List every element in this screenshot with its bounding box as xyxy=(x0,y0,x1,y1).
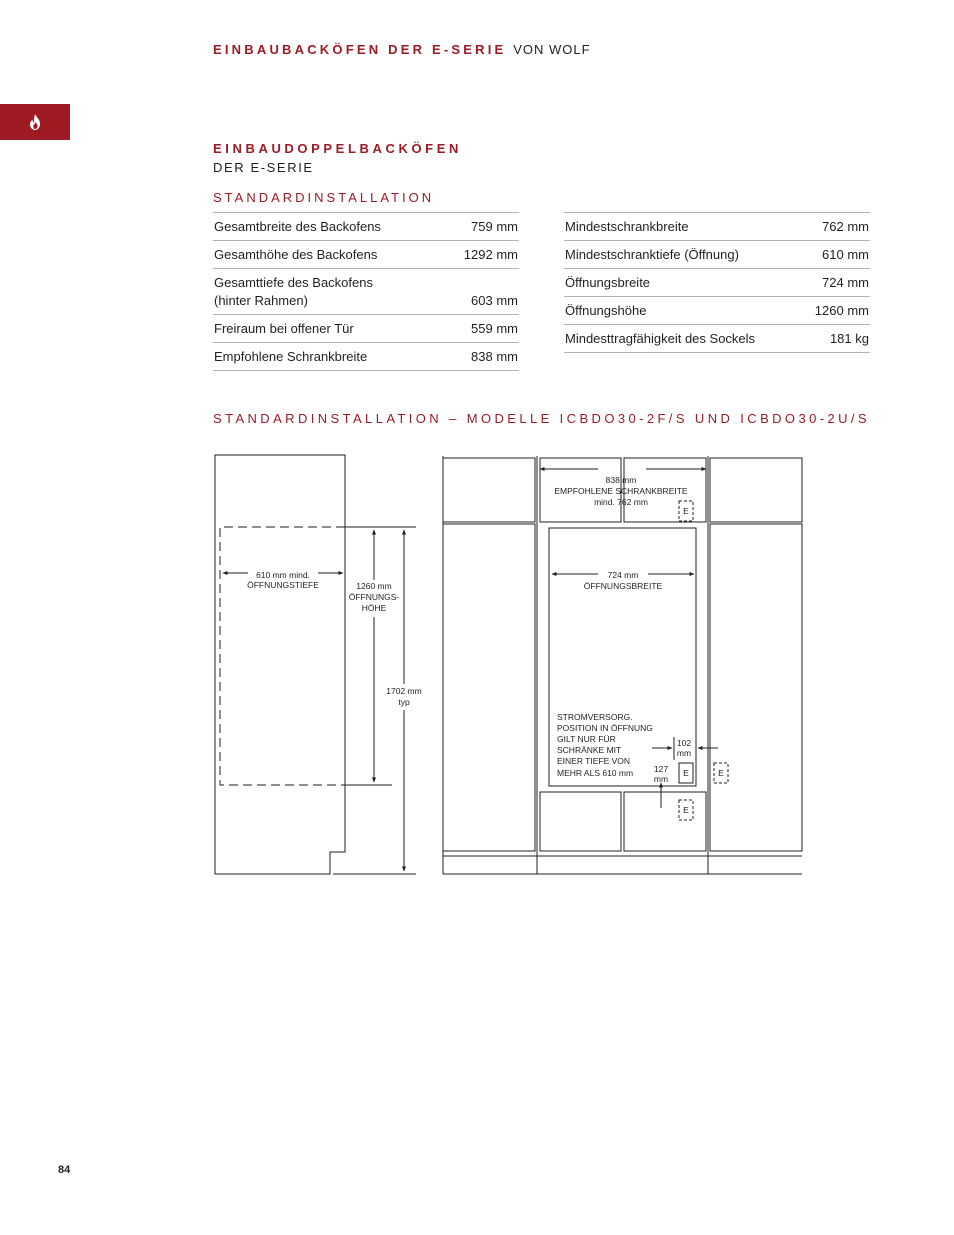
front-cabinet xyxy=(443,524,535,851)
power-note: GILT NUR FÜR xyxy=(557,734,616,744)
spec-label: Gesamttiefe des Backofens (hinter Rahmen) xyxy=(213,269,443,315)
side-opening-outline xyxy=(220,527,345,785)
front-cabinet xyxy=(540,792,621,851)
spec-label: Mindesttragfähigkeit des Sockels xyxy=(564,325,801,353)
spec-label: Mindestschranktiefe (Öffnung) xyxy=(564,241,801,269)
dim-102-unit: mm xyxy=(676,748,692,758)
outlet-label: E xyxy=(718,768,724,778)
spec-value: 838 mm xyxy=(443,343,519,371)
front-cabinet xyxy=(710,458,802,522)
spec-label: Gesamtbreite des Backofens xyxy=(213,213,443,241)
power-note: SCHRÄNKE MIT xyxy=(557,745,622,755)
dim-102-value: 102 xyxy=(676,738,692,748)
cab-dim-min: mind. 762 mm xyxy=(594,497,648,507)
total-dim-label: typ xyxy=(398,697,410,707)
outlet-label: E xyxy=(683,805,689,815)
spec-value: 1292 mm xyxy=(443,241,519,269)
power-note: STROMVERSORG. xyxy=(557,712,633,722)
spec-value: 181 kg xyxy=(801,325,870,353)
height-dim-label: HÖHE xyxy=(361,603,387,613)
dim-127-value: 127 xyxy=(653,764,669,774)
power-note: MEHR ALS 610 mm xyxy=(557,768,634,778)
depth-dim-label: ÖFFNUNGSTIEFE xyxy=(247,580,319,590)
section-subtitle: DER E-SERIE xyxy=(213,160,314,175)
front-cabinet xyxy=(710,524,802,851)
total-dim-value: 1702 mm xyxy=(386,686,422,696)
diagram-heading: STANDARDINSTALLATION – MODELLE ICBDO30-2F/S UND ICBDO30-2U/S xyxy=(213,411,870,426)
spec-value: 724 mm xyxy=(801,269,870,297)
spec-label: Öffnungsbreite xyxy=(564,269,801,297)
spec-label: Freiraum bei offener Tür xyxy=(213,315,443,343)
cab-dim-value: 838 mm xyxy=(605,475,637,485)
spec-value: 1260 mm xyxy=(801,297,870,325)
dim-127-unit: mm xyxy=(653,774,669,784)
spec-label: Gesamthöhe des Backofens xyxy=(213,241,443,269)
install-heading: STANDARDINSTALLATION xyxy=(213,190,435,205)
spec-value: 762 mm xyxy=(801,213,870,241)
cab-dim-label: EMPFOHLENE SCHRANKBREITE xyxy=(554,486,688,496)
depth-dim-value: 610 mm mind. xyxy=(256,570,310,580)
spec-value: 759 mm xyxy=(443,213,519,241)
spec-label: Empfohlene Schrankbreite xyxy=(213,343,443,371)
spec-value: 610 mm xyxy=(801,241,870,269)
open-dim-label: ÖFFNUNGSBREITE xyxy=(583,581,663,591)
header-subtitle: VON WOLF xyxy=(513,42,591,57)
section-title: EINBAUDOPPELBACKÖFEN xyxy=(213,141,462,156)
height-dim-value: 1260 mm xyxy=(356,581,392,591)
power-note: POSITION IN ÖFFNUNG xyxy=(557,723,653,733)
page-number: 84 xyxy=(58,1164,71,1176)
outlet-label: E xyxy=(683,506,689,516)
open-dim-value: 724 mm xyxy=(607,570,639,580)
header-title: EINBAUBACKÖFEN DER E-SERIE xyxy=(213,42,507,57)
spec-value: 559 mm xyxy=(443,315,519,343)
outlet-label: E xyxy=(683,768,689,778)
side-cabinet-outline xyxy=(215,455,345,874)
spec-label: Mindestschrankbreite xyxy=(564,213,801,241)
front-cabinet xyxy=(624,792,706,851)
spec-value: 603 mm xyxy=(443,269,519,315)
spec-label: Öffnungshöhe xyxy=(564,297,801,325)
height-dim-label: ÖFFNUNGS- xyxy=(348,592,400,602)
power-note: EINER TIEFE VON xyxy=(557,756,631,766)
front-cabinet xyxy=(443,458,535,522)
